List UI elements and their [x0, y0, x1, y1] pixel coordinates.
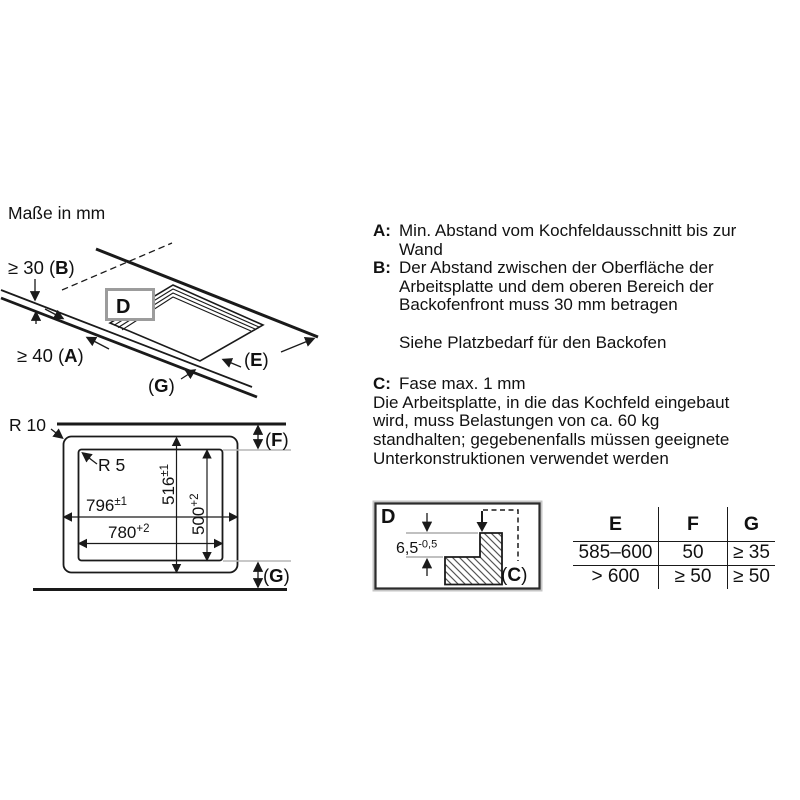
depth-dim-label: $6,5^{-0,5}$	[396, 538, 438, 557]
dim-500-label: $500^{+2}$	[189, 493, 208, 535]
dim-516-label: $516^{\pm 1}$	[159, 463, 178, 505]
note-a-key: A:	[373, 221, 391, 240]
detail-d-callout-label: D	[116, 296, 131, 318]
note-c-line: Fase max. 1 mm	[399, 374, 526, 394]
perspective-drawing	[0, 228, 380, 405]
table-cell: ≥ 35	[733, 542, 770, 564]
notes-column	[373, 222, 798, 468]
dimensions-table	[573, 507, 775, 589]
note-b-line: Der Abstand zwischen der Oberfläche der	[399, 258, 714, 278]
note-b-line: Backofenfront muss 30 mm betragen	[399, 295, 678, 315]
table-header-row	[573, 507, 775, 542]
table-cell: > 600	[573, 566, 659, 589]
note-c	[373, 375, 798, 394]
note-c-body-line: standhalten; gegebenenfalls müssen geeignete	[373, 429, 730, 449]
note-c-body-line: Unterkonstruktionen verwendet werden	[373, 448, 669, 468]
dim-b-label: ≥ 30 (B)	[8, 257, 75, 278]
note-see-also: Siehe Platzbedarf für den Backofen	[399, 332, 667, 352]
page-title: Maße in mm	[8, 203, 106, 223]
plan-drawing	[0, 400, 345, 600]
note-b	[373, 259, 798, 315]
table-cell: ≥ 50	[733, 566, 770, 587]
dim-e-label: (E)	[244, 349, 269, 370]
dim-g-label: (G)	[263, 565, 290, 586]
radius-inner-leader	[83, 453, 98, 464]
detail-d-drawing	[370, 498, 550, 598]
note-c-key: C:	[373, 374, 391, 394]
note-b-key: B:	[373, 258, 391, 278]
dim-796-label: $796^{\pm 1}$	[86, 496, 128, 515]
detail-label: D	[381, 506, 396, 528]
table-header-g: G	[743, 512, 760, 535]
dim-c-label: (C)	[501, 565, 528, 586]
table-header-e: E	[573, 507, 659, 541]
dim-a-label: ≥ 40 (A)	[17, 345, 84, 366]
note-c-body-line: Die Arbeitsplatte, in die das Kochfeld eingebaut	[373, 392, 730, 412]
radius-outer-leader	[51, 429, 63, 438]
note-c-body-line: wird, muss Belastungen von ca. 60 kg	[373, 411, 660, 431]
dim-a-arrows	[45, 309, 109, 349]
table-cell: 50	[659, 542, 728, 565]
note-b-line: Arbeitsplatte und dem oberen Bereich der	[399, 276, 714, 296]
dim-f-label: (F)	[265, 429, 289, 450]
table-cell: 585–600	[573, 542, 659, 565]
radius-outer-label: R 10	[9, 415, 46, 435]
note-a-line: Min. Abstand vom Kochfeldausschnitt bis zur	[399, 221, 737, 240]
dim-780-label: $780^{+2}$	[108, 523, 150, 542]
dim-g-label: (G)	[148, 375, 175, 396]
radius-inner-label: R 5	[98, 455, 126, 475]
dim-b-arrows	[35, 279, 36, 324]
note-a-line: Wand	[399, 239, 443, 259]
note-a	[373, 222, 798, 259]
hidden-reference-dashed-line	[62, 243, 172, 290]
table-header-f: F	[659, 507, 728, 541]
table-cell: ≥ 50	[659, 566, 728, 589]
note-c-body	[373, 394, 798, 468]
table-row	[573, 542, 775, 566]
table-row	[573, 566, 775, 589]
